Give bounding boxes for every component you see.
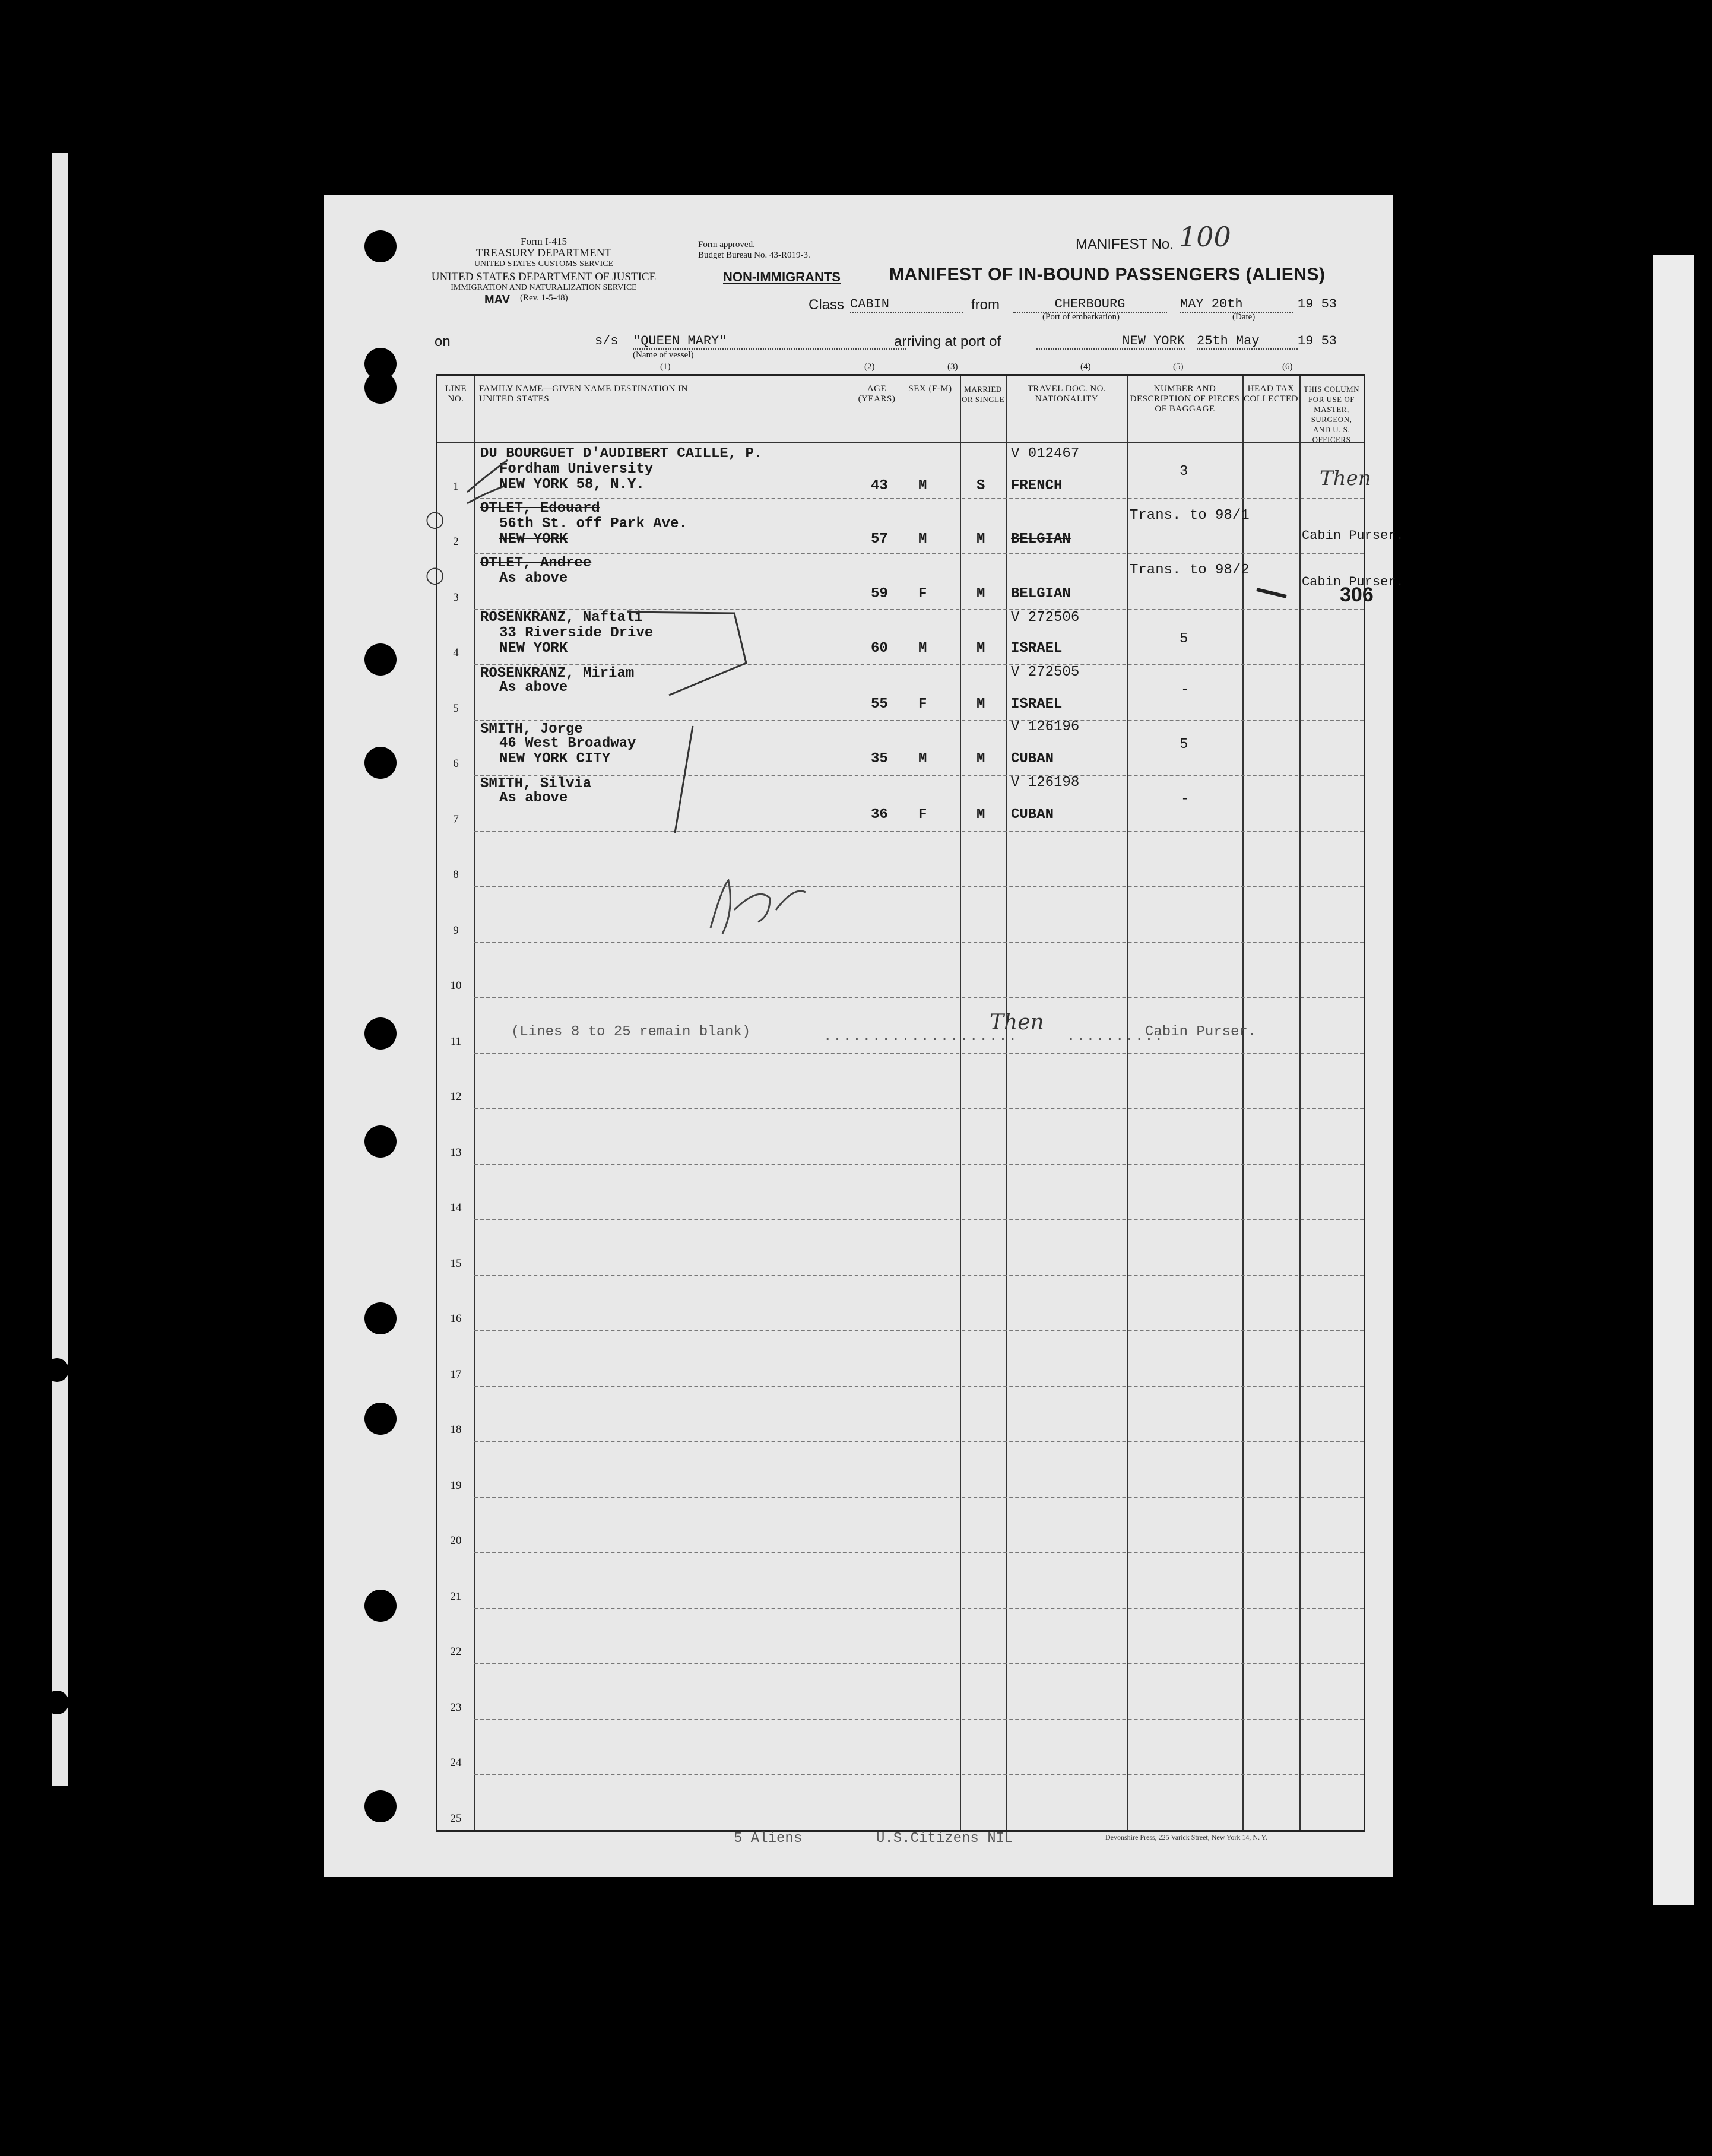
punch-hole [364,643,397,676]
line-number: 10 [450,979,462,993]
footer-aliens: 5 Aliens [734,1831,803,1847]
nationality: FRENCH [1011,478,1063,494]
travel-doc: V 272505 [1011,664,1080,680]
passenger-marital: M [977,641,985,657]
header-officers-column: THIS COLUMN FOR USE OF MASTER, SURGEON, AND U. S. OFFICERS [1304,385,1359,444]
passenger-name: ROSENKRANZ, Miriam [480,665,635,681]
line-number: 6 [453,757,459,771]
customs-service: UNITED STATES CUSTOMS SERVICE [474,259,614,268]
line-number: 9 [453,924,459,937]
passenger-marital: M [977,807,985,823]
baggage: 5 [1180,631,1188,647]
row-divider [474,1275,1364,1276]
punch-hole [364,1403,397,1435]
immigration-service: IMMIGRATION AND NATURALIZATION SERVICE [451,283,637,292]
column-number-3: (3) [947,362,958,372]
passenger-sex: M [918,751,927,767]
passenger-marital: S [977,478,985,494]
baggage: 3 [1180,464,1188,480]
line-number: 19 [450,1479,462,1492]
office-stamp: MAV [484,293,510,306]
manifest-page [324,195,1404,1877]
dotted-leader: .................... [823,1029,1019,1045]
adjacent-page-left-edge [52,153,68,1786]
port-embarkation-caption: (Port of embarkation) [1042,312,1120,322]
row-divider [474,1386,1364,1387]
line-number: 23 [450,1701,462,1714]
travel-doc: V 012467 [1011,446,1080,462]
passenger-sex: M [918,641,927,657]
punch-hole [364,747,397,779]
officer-remarks: Cabin Purser. [1302,575,1404,589]
nationality: BELGIAN [1011,586,1071,602]
passenger-marital: M [977,586,985,602]
purser-signature: Then [990,1010,1044,1035]
line-number: 2 [453,535,459,548]
blank-lines-note: (Lines 8 to 25 remain blank) [511,1024,751,1040]
punch-hole [364,1790,397,1822]
line-number: 24 [450,1756,462,1770]
from-label: from [971,297,1000,313]
passenger-address: As above [499,790,568,806]
nationality: ISRAEL [1011,696,1063,712]
arrival-date: 25th May [1197,334,1298,350]
row-divider [474,1108,1364,1109]
row-divider [474,1497,1364,1498]
travel-doc: V 126196 [1011,719,1080,735]
line-number: 18 [450,1423,462,1437]
row-divider [474,1719,1364,1720]
baggage: - [1181,682,1190,698]
passenger-name: OTLET, Edouard [480,500,600,516]
passenger-age: 59 [871,586,888,602]
passenger-age: 35 [871,751,888,767]
header-sex: SEX (F-M) [908,384,952,394]
on-label: on [435,334,451,350]
passenger-city: NEW YORK CITY [499,751,611,767]
vessel-name: "QUEEN MARY" [633,334,906,350]
passenger-city: NEW YORK 58, N.Y. [499,477,645,493]
printer-imprint: Devonshire Press, 225 Varick Street, New York 14, N. Y. [1105,1833,1267,1841]
passenger-address: As above [499,570,568,586]
nationality: ISRAEL [1011,641,1063,657]
punch-hole [364,1125,397,1158]
row-divider [474,1330,1364,1331]
baggage: Trans. to 98/2 [1130,562,1250,578]
punch-hole [45,1358,69,1382]
row-divider [474,1164,1364,1165]
officer-signature: Then [1320,467,1371,490]
revision-date: (Rev. 1-5-48) [520,293,568,303]
row-divider [474,1663,1364,1664]
passenger-age: 60 [871,641,888,657]
row-mark-circle: ◯ [426,509,445,529]
nationality: CUBAN [1011,751,1054,767]
line-number: 8 [453,868,459,882]
officer-remarks: Cabin Purser. [1302,528,1404,543]
row-divider [474,1219,1364,1220]
stamp-number: 306 [1340,584,1374,606]
nationality: BELGIAN [1011,531,1071,547]
column-number-2: (2) [864,362,875,372]
passenger-sex: F [918,807,927,823]
footer-citizens: U.S.Citizens NIL [876,1831,1013,1847]
passenger-address: 56th St. off Park Ave. [499,516,687,532]
column-number-5: (5) [1173,362,1184,372]
row-divider [474,1608,1364,1609]
line-number: 17 [450,1368,462,1381]
form-approved: Form approved. [698,240,755,249]
category-stamp: NON-IMMIGRANTS [723,270,841,284]
vessel-caption: (Name of vessel) [633,350,694,360]
vessel-prefix: s/s [595,334,619,348]
header-travel-doc: TRAVEL DOC. NO. NATIONALITY [1027,384,1107,404]
class-label: Class [809,297,845,313]
baggage: Trans. to 98/1 [1130,508,1250,524]
date-caption: (Date) [1232,312,1256,322]
arriving-label: arriving at port of [894,334,1001,350]
embarkation-date: MAY 20th [1180,297,1293,313]
passenger-address: As above [499,680,568,696]
header-baggage: NUMBER AND DESCRIPTION OF PIECES OF BAGGAGE [1130,384,1240,414]
header-name-destination: FAMILY NAME—GIVEN NAME DESTINATION IN UNITED STATES [479,384,688,404]
passenger-name: SMITH, Jorge [480,721,583,737]
travel-doc: V 272506 [1011,610,1080,626]
row-divider [474,1774,1364,1775]
embarkation-year: 19 53 [1298,297,1337,312]
manifest-table [426,374,1404,1832]
passenger-sex: M [918,531,927,547]
port-of-embarkation: CHERBOURG [1013,297,1167,313]
passenger-city: NEW YORK [499,641,568,657]
line-number: 15 [450,1257,462,1270]
port-of-arrival: NEW YORK [1036,334,1185,350]
baggage: 5 [1180,737,1188,753]
line-number: 5 [453,702,459,715]
passenger-sex: F [918,586,927,602]
line-number: 25 [450,1812,462,1825]
line-number: 16 [450,1312,462,1326]
passenger-name: ROSENKRANZ, Naftali [480,610,643,626]
passenger-age: 57 [871,531,888,547]
arrival-year: 19 53 [1298,334,1337,348]
line-number: 4 [453,646,459,660]
passenger-name: OTLET, Andree [480,555,592,571]
line-number: 12 [450,1090,462,1104]
punch-hole [364,1302,397,1334]
passenger-age: 55 [871,696,888,712]
punch-hole [45,1691,69,1714]
manifest-number-label: MANIFEST No. [1076,236,1174,252]
manifest-number: 100 [1179,221,1231,253]
line-number: 22 [450,1645,462,1659]
punch-hole [364,230,397,262]
header-line-no: LINE NO. [445,384,467,404]
header-married-single: MARRIED OR SINGLE [961,385,1005,404]
column-number-1: (1) [660,362,671,372]
punch-hole [364,1590,397,1622]
line-number: 20 [450,1534,462,1548]
adjacent-page-right-edge [1653,255,1694,1905]
form-number: Form I-415 [521,236,567,247]
row-divider [474,1552,1364,1553]
column-number-6: (6) [1282,362,1293,372]
passenger-age: 43 [871,478,888,494]
passenger-marital: M [977,751,985,767]
baggage: - [1181,791,1190,807]
travel-doc: V 126198 [1011,775,1080,791]
header-head-tax: HEAD TAX COLLECTED [1244,384,1298,404]
budget-bureau: Budget Bureau No. 43-R019-3. [698,251,810,260]
passenger-marital: M [977,696,985,712]
passenger-address: Fordham University [499,461,654,477]
line-number: 11 [450,1035,462,1048]
passenger-sex: F [918,696,927,712]
row-mark-circle: ◯ [426,565,445,585]
line-number: 7 [453,813,459,826]
justice-department: UNITED STATES DEPARTMENT OF JUSTICE [431,271,657,283]
header-age: AGE (YEARS) [858,384,896,404]
passenger-name: DU BOURGUET D'AUDIBERT CAILLE, P. [480,446,763,462]
treasury-department: TREASURY DEPARTMENT [475,247,612,259]
nationality: CUBAN [1011,807,1054,823]
line-number: 3 [453,591,459,604]
punch-hole [364,1017,397,1050]
blank-lines-purser: Cabin Purser. [1145,1024,1257,1040]
passenger-name: SMITH, Silvia [480,776,592,792]
line-number: 13 [450,1146,462,1159]
passenger-sex: M [918,478,927,494]
passenger-age: 36 [871,807,888,823]
class-value: CABIN [850,297,963,313]
row-divider [474,1441,1364,1442]
column-number-4: (4) [1080,362,1091,372]
line-number: 14 [450,1201,462,1215]
passenger-marital: M [977,531,985,547]
punch-hole [364,372,397,404]
passenger-address: 46 West Broadway [499,735,636,752]
line-number: 1 [453,480,459,493]
line-number: 21 [450,1590,462,1603]
dotted-leader: .......... [1067,1029,1165,1045]
passenger-address: 33 Riverside Drive [499,625,654,641]
handwritten-marks [437,376,1364,1088]
passenger-city: NEW YORK [499,531,568,547]
manifest-title: MANIFEST OF IN-BOUND PASSENGERS (ALIENS) [889,265,1326,284]
